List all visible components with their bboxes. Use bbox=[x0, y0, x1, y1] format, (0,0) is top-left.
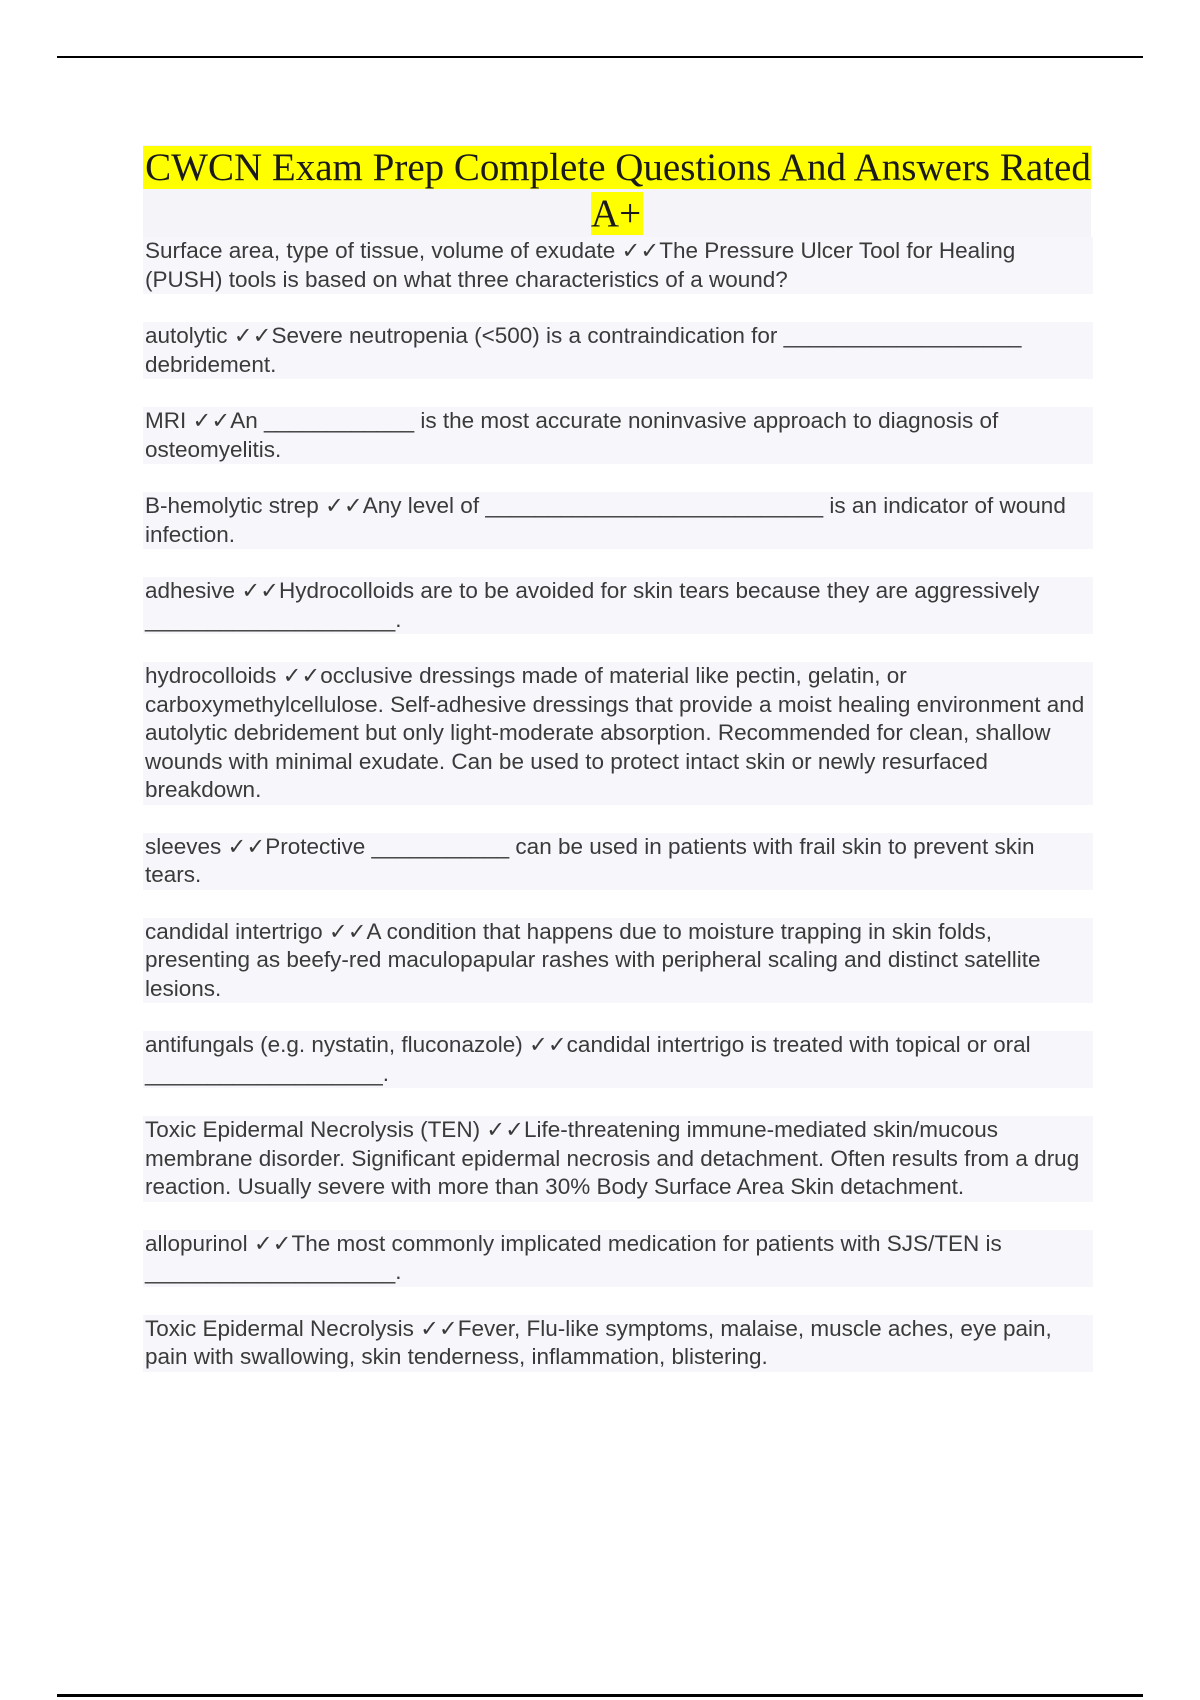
qa-item: adhesive ✓✓Hydrocolloids are to be avoided for skin tears because they are aggressively ____________________. bbox=[143, 577, 1093, 634]
qa-item: autolytic ✓✓Severe neutropenia (<500) is a contraindication for ___________________ debridement. bbox=[143, 322, 1093, 379]
qa-item: B-hemolytic strep ✓✓Any level of ___________________________ is an indicator of wound infection. bbox=[143, 492, 1093, 549]
qa-item: candidal intertrigo ✓✓A condition that happens due to moisture trapping in skin folds, presenting as beefy-red maculopapular rashes with peripheral scaling and distinct satellite lesions. bbox=[143, 918, 1093, 1004]
qa-item: allopurinol ✓✓The most commonly implicated medication for patients with SJS/TEN is ____________________. bbox=[143, 1230, 1093, 1287]
qa-item: MRI ✓✓An ____________ is the most accurate noninvasive approach to diagnosis of osteomyelitis. bbox=[143, 407, 1093, 464]
qa-item: Surface area, type of tissue, volume of exudate ✓✓The Pressure Ulcer Tool for Healing (PUSH) tools is based on what three characteristics of a wound? bbox=[143, 237, 1093, 294]
qa-item: antifungals (e.g. nystatin, fluconazole) ✓✓candidal intertrigo is treated with topical or oral ___________________. bbox=[143, 1031, 1093, 1088]
qa-item: Toxic Epidermal Necrolysis ✓✓Fever, Flu-like symptoms, malaise, muscle aches, eye pain, pain with swallowing, skin tenderness, inflammation, blistering. bbox=[143, 1315, 1093, 1372]
qa-list bbox=[143, 237, 1093, 1400]
qa-item: sleeves ✓✓Protective ___________ can be used in patients with frail skin to prevent skin tears. bbox=[143, 833, 1093, 890]
document-title: CWCN Exam Prep Complete Questions And Answers Rated A+ bbox=[145, 146, 1091, 235]
qa-item: hydrocolloids ✓✓occlusive dressings made of material like pectin, gelatin, or carboxymethylcellulose. Self-adhesive dressings that provide a moist healing environment and autolytic debridement but only light-moderate absorption. Recommended for clean, shallow wounds with minimal exudate. Can be used to protect intact skin or newly resurfaced breakdown. bbox=[143, 662, 1093, 805]
header-rule bbox=[57, 56, 1143, 58]
qa-item: Toxic Epidermal Necrolysis (TEN) ✓✓Life-threatening immune-mediated skin/mucous membrane disorder. Significant epidermal necrosis and detachment. Often results from a drug reaction. Usually severe with more than 30% Body Surface Area Skin detachment. bbox=[143, 1116, 1093, 1202]
footer-rule bbox=[57, 1694, 1143, 1697]
title-block bbox=[143, 145, 1091, 237]
